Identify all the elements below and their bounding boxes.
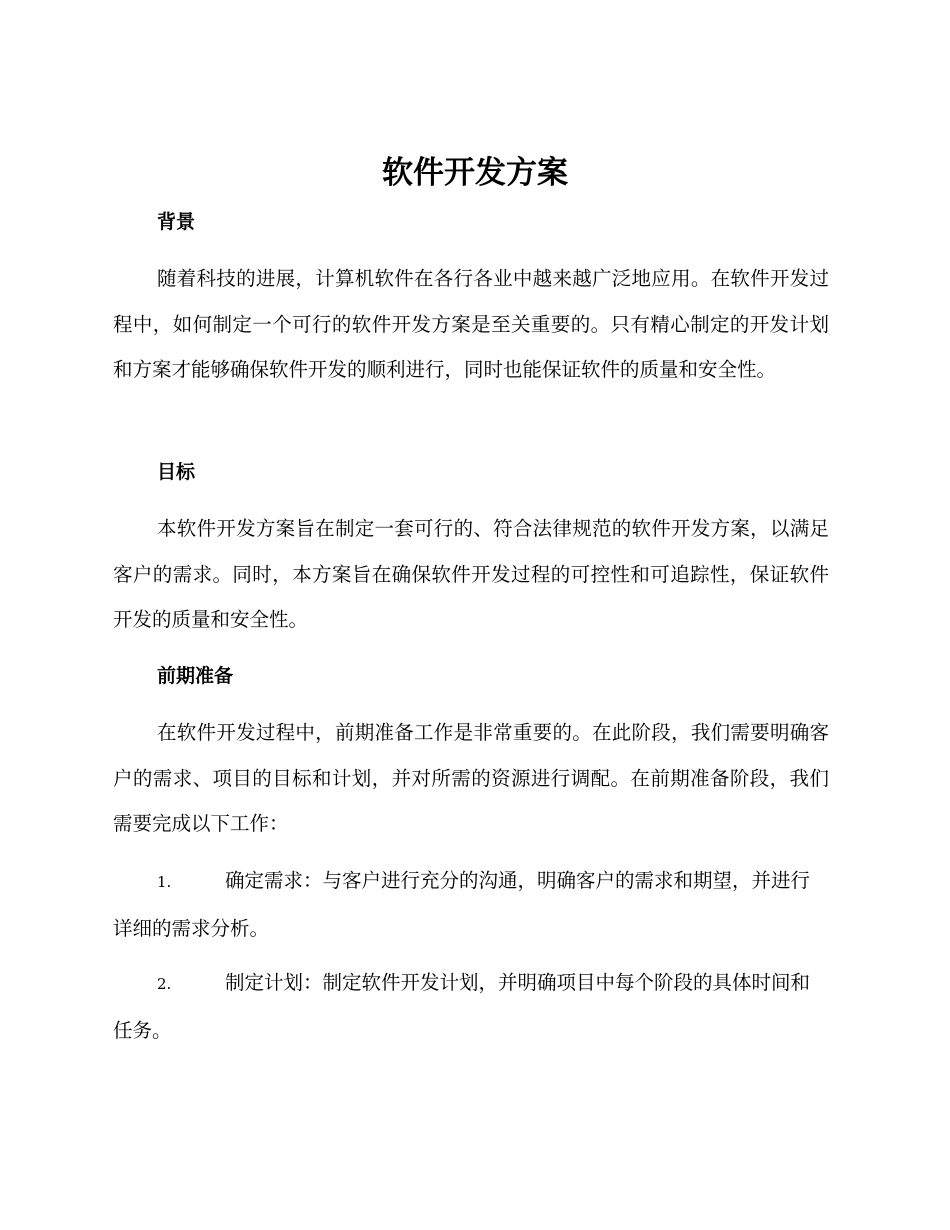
section-heading-background: 背景 [157,211,196,233]
list-item-number: 1. [157,873,172,891]
list-item-text: 制定计划：制定软件开发计划，并明确项目中每个阶段的具体时间和任务。 [113,971,811,1042]
list-item [113,960,829,1053]
list-item-number: 2. [157,975,172,993]
section-heading-preparation: 前期准备 [157,665,234,687]
list-item-text: 确定需求：与客户进行充分的沟通，明确客户的需求和期望，并进行详细的需求分析。 [113,869,811,940]
document-title: 软件开发方案 [382,155,568,191]
section-paragraph-goal: 本软件开发方案旨在制定一套可行的、符合法律规范的软件开发方案，以满足客户的需求。同时，本方案旨在确保软件开发过程的可控性和可追踪性，保证软件开发的质量和安全性。 [113,517,829,631]
section-paragraph-background: 随着科技的进展，计算机软件在各行各业中越来越广泛地应用。在软件开发过程中，如何制定一个可行的软件开发方案是至关重要的。只有精心制定的开发计划和方案才能够确保软件开发的顺利进行，同时也能保证软件的质量和安全性。 [113,267,829,381]
list-item [113,858,829,951]
section-paragraph-preparation: 在软件开发过程中，前期准备工作是非常重要的。在此阶段，我们需要明确客户的需求、项目的目标和计划，并对所需的资源进行调配。在前期准备阶段，我们需要完成以下工作： [113,721,829,835]
section-heading-goal: 目标 [157,461,196,483]
